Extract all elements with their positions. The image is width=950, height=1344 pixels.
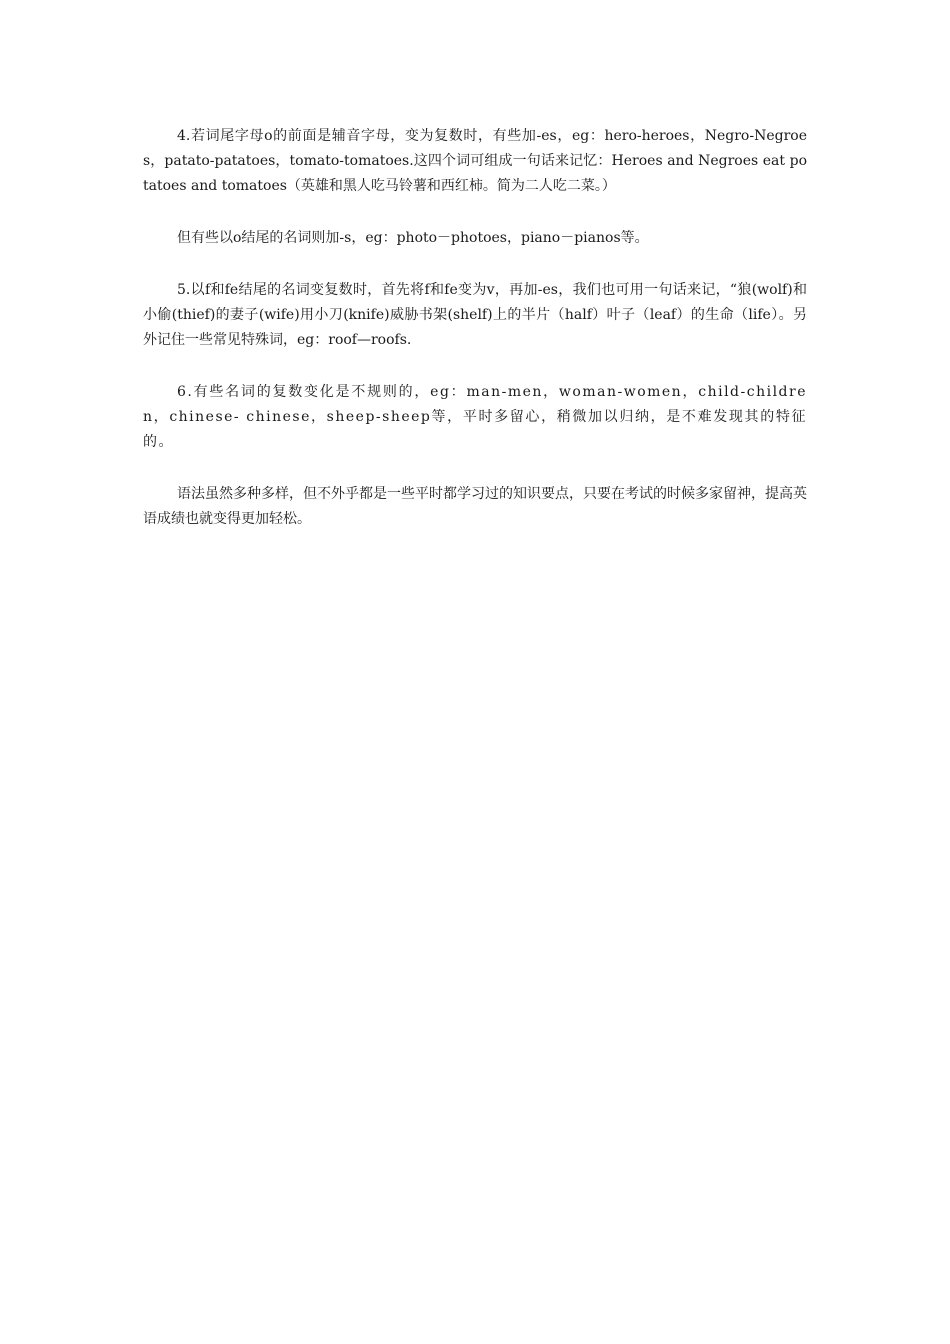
paragraph-4-o-ending-nouns: 4.若词尾字母o的前面是辅音字母，变为复数时，有些加-es，eg：hero-heroes，Negro-Negroes，patato-patatoes，tomato-tomatoes.这四个词可组成一句话来记忆：Heroes and Negroes eat potatoes and tomatoes（英雄和黑人吃马铃薯和西红柿。简为二人吃二菜。）: [143, 128, 807, 194]
paragraph-6-irregular-plurals: 6.有些名词的复数变化是不规则的，eg：man-men，woman-women，child-children，chinese- chinese，sheep-sheep等，平时多留心，稍微加以归纳，是不难发现其的特征的。: [143, 384, 807, 450]
paragraph-conclusion: 语法虽然多种多样，但不外乎都是一些平时都学习过的知识要点，只要在考试的时候多家留神，提高英语成绩也就变得更加轻松。: [143, 486, 807, 527]
paragraph-5-f-fe-ending-nouns: 5.以f和fe结尾的名词变复数时，首先将f和fe变为v，再加-es，我们也可用一句话来记，“狼(wolf)和小偷(thief)的妻子(wife)用小刀(knife)威胁书架(shelf)上的半片（half）叶子（leaf）的生命（life）。另外记住一些常见特殊词，eg：roof—roofs.: [143, 282, 807, 348]
paragraph-o-ending-exceptions: 但有些以o结尾的名词则加-s，eg：photo－photoes，piano－pianos等。: [177, 230, 649, 246]
document-body: [143, 124, 807, 559]
